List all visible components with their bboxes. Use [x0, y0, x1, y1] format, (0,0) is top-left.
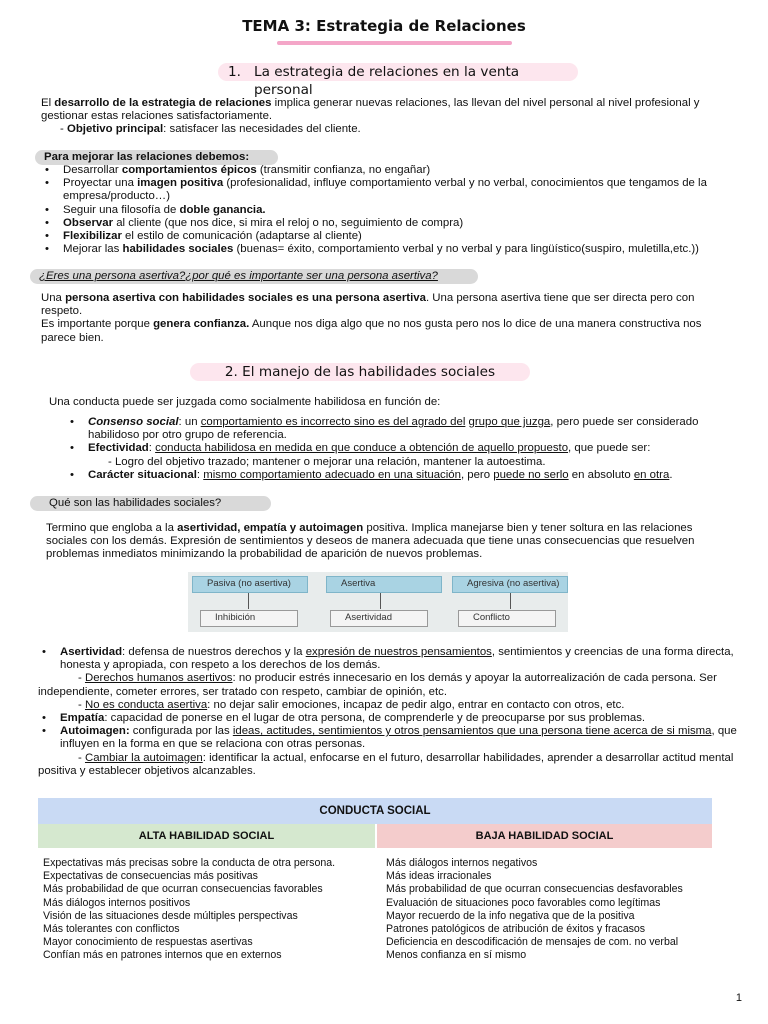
objective-label: Objetivo principal — [66, 123, 164, 136]
list-item: • Empatía: capacidad de ponerse en el lugar de otra persona, de comprenderle y de preocuparse por sus problemas. — [38, 712, 738, 725]
table-cell: Mayor conocimiento de respuestas asertivas — [43, 936, 253, 949]
list-item: • Carácter situacional: mismo comportamiento adecuado en una situación, pero puede no serlo en absoluto en otra. — [66, 469, 736, 482]
title-underline — [277, 41, 512, 45]
conduct-list — [66, 416, 736, 482]
assertive-pill: ¿Eres una persona asertiva?¿por qué es importante ser una persona asertiva? — [30, 269, 478, 284]
intro-paragraph: El desarrollo de la estrategia de relaciones implica generar nuevas relaciones, las llevan del nivel personal al nivel profesional y gestionar estas relaciones satisfactoriamente. - Objetivo principal: satisfacer las necesidades del cliente. — [41, 97, 700, 136]
section1-title: La estrategia de relaciones en la venta personal — [254, 64, 520, 98]
list-item: • Flexibilizar el estilo de comunicación (adaptarse al cliente) — [41, 230, 746, 243]
list-item: • Seguir una filosofía de doble ganancia. — [41, 204, 746, 217]
page-number: 1 — [735, 992, 742, 1004]
table-cell: Menos confianza en sí mismo — [386, 949, 527, 962]
section1-header — [218, 63, 578, 98]
table-cell: Expectativas de consecuencias más positivas — [43, 870, 258, 883]
assertiveness-diagram — [188, 572, 568, 632]
table-cell: Más probabilidad de que ocurran consecuencias desfavorables — [386, 883, 683, 896]
table-cell: Más tolerantes con conflictos — [43, 923, 180, 936]
section2-title: 2. El manejo de las habilidades sociales — [224, 364, 496, 380]
table-cell: Más probabilidad de que ocurran consecuencias favorables — [43, 883, 323, 896]
diagram-inhibition: Inhibición — [200, 610, 298, 627]
table-cell: Mayor recuerdo de la info negativa que de la positiva — [386, 909, 635, 922]
improve-pill: Para mejorar las relaciones debemos: — [35, 150, 278, 165]
table-cell: Confían más en patrones internos que en externos — [43, 949, 282, 962]
list-item: • Asertividad: defensa de nuestros derechos y la expresión de nuestros pensamientos, sentimientos y creencias de una forma directa, honesta y apropiada, con respeto a los derechos de los demás. — [38, 646, 738, 672]
table-cell: Deficiencia en descodificación de mensajes de com. no verbal — [386, 936, 679, 949]
skills-paragraph: Termino que engloba a la asertividad, empatía y autoimagen positiva. Implica manejarse bien y tener soltura en las relaciones sociales con los demás. Expresión de sentimientos y deseos de manera adecuada que tiene unas consecuencias que resuelven problemas inmediatos minimizando la probabilidad de aparición de nuevos problemas. — [46, 522, 695, 561]
diagram-arrow — [380, 593, 381, 609]
list-item: • Observar al cliente (que nos dice, si mira el reloj o no, seguimiento de compra) — [41, 217, 746, 230]
list-item: • Mejorar las habilidades sociales (buenas= éxito, comportamiento verbal y no verbal y para lingüístico(suspiro, muletilla,etc.)) — [41, 243, 746, 256]
section1-number: 1. — [228, 64, 241, 80]
column-baja: BAJA HABILIDAD SOCIAL — [377, 824, 712, 848]
table-cell: Más diálogos internos positivos — [43, 896, 191, 909]
diagram-assertive: Asertiva — [326, 576, 442, 593]
page-title: TEMA 3: Estrategia de Relaciones — [242, 17, 526, 35]
conducta-social-table — [38, 798, 712, 963]
definitions: • Asertividad: defensa de nuestros derechos y la expresión de nuestros pensamientos, sentimientos y creencias de una forma directa, honesta y apropiada, con respeto a los derechos de los demás. - Derechos humanos asertivos: no producir estrés innecesario en los demás y apoyar la autorrealización de cada persona. Ser independiente, cometer errores, ser tratado con respeto, cambiar de opinión, etc. - No es conducta asertiva: no dejar salir emociones, incapaz de pedir algo, entrar en contacto con otros, etc. • Empatía: capacidad de ponerse en el lugar de otra persona, de comprenderle y de preocuparse por sus problemas. • Autoimagen: configurada por las ideas, actitudes, sentimientos y otros pensamientos que una persona tiene acerca de si misma, que influyen en la forma en que se relaciona con otras personas. - Cambiar la autoimagen: identificar la actual, enfocarse en el futuro, desarrollar habilidades, aprender a desarrollar actitud mental positiva y establecer objetivos alcanzables. — [38, 646, 738, 778]
effectiveness-sub: - Logro del objetivo trazado; mantener o mejorar una relación, mantener la autoestima. — [108, 455, 546, 468]
diagram-passive: Pasiva (no asertiva) — [192, 576, 308, 593]
diagram-assertiveness: Asertividad — [330, 610, 428, 627]
column-alta: ALTA HABILIDAD SOCIAL — [38, 824, 375, 848]
assertive-paragraph: Una persona asertiva con habilidades sociales es una persona asertiva. Una persona asertiva tiene que ser directa pero con respeto. Es importante porque genera confianza. Aunque nos diga algo que no nos gusta pero nos lo dice de una manera constructiva nos parece bien. — [41, 292, 702, 344]
list-item: • Efectividad: conducta habilidosa en medida en que conduce a obtención de aquello propuesto, que puede ser: - Logro del objetivo trazado; mantener o mejorar una relación, mantener la autoestima. — [66, 442, 736, 468]
table-cell: Más ideas irracionales — [386, 870, 492, 883]
diagram-arrow — [510, 593, 511, 609]
table-cell: Patrones patológicos de atribución de éxitos y fracasos — [386, 923, 646, 936]
list-item: • Proyectar una imagen positiva (profesionalidad, influye comportamiento verbal y no verbal, conocimientos que tengamos de la empresa/producto…) — [41, 177, 746, 203]
diagram-arrow — [248, 593, 249, 609]
diagram-aggressive: Agresiva (no asertiva) — [452, 576, 568, 593]
diagram-conflict: Conflicto — [458, 610, 556, 627]
list-item: • Desarrollar comportamientos épicos (transmitir confianza, no engañar) — [41, 164, 746, 177]
section2-header — [190, 363, 530, 381]
conduct-intro: Una conducta puede ser juzgada como socialmente habilidosa en función de: — [49, 396, 441, 408]
list-item: • Autoimagen: configurada por las ideas, actitudes, sentimientos y otros pensamientos que una persona tiene acerca de si misma, que influyen en la forma en que se relaciona con otras personas. — [38, 725, 738, 751]
table-cell: Más diálogos internos negativos — [386, 857, 538, 869]
improve-list — [41, 164, 746, 256]
table-cell: Evaluación de situaciones poco favorables como legítimas — [386, 896, 661, 909]
intro-bold: desarrollo de la estrategia de relaciones — [54, 97, 272, 109]
table-header: CONDUCTA SOCIAL — [38, 798, 712, 824]
table-cell: Visión de las situaciones desde múltiples perspectivas — [43, 909, 298, 922]
table-cell: Expectativas más precisas sobre la conducta de otra persona. — [43, 857, 336, 869]
skills-pill: Qué son las habilidades sociales? — [30, 496, 271, 511]
list-item: • Consenso social: un comportamiento es incorrecto sino es del agrado del grupo que juzga, pero puede ser considerado habilidoso por otro grupo de referencia. — [66, 416, 736, 442]
